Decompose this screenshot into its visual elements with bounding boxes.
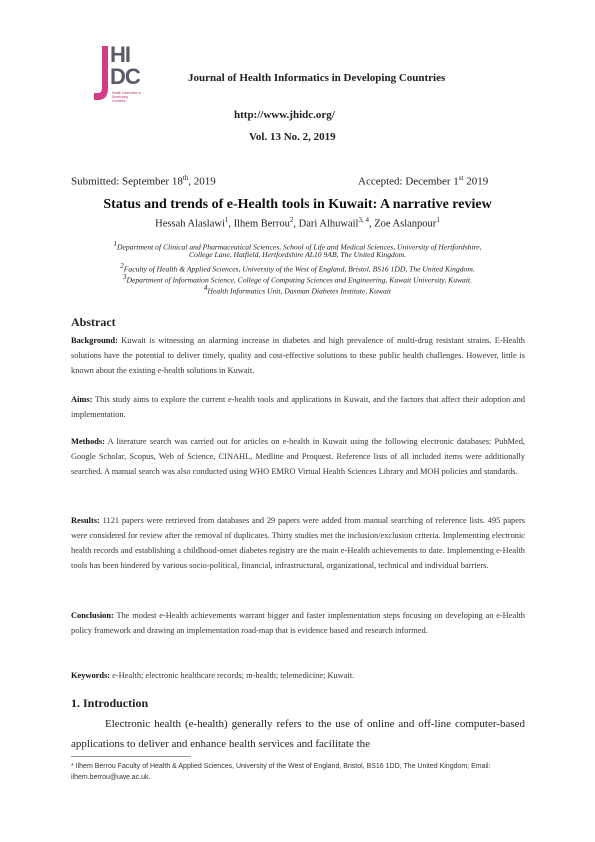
introduction-heading: 1. Introduction (71, 696, 149, 710)
section-label: Results: (71, 516, 100, 525)
accepted-year: 2019 (463, 175, 489, 188)
logo-j-mark (93, 46, 109, 102)
author-name: Zoe Aslanpour (374, 218, 437, 230)
journal-volume: Vol. 13 No. 2, 2019 (249, 131, 336, 143)
section-text: The modest e-Health achievements warrant bigger and faster implementation steps focusing on developing an e-Health policy framework and drawing an implementation road-map that is evidence based and research informed. (71, 611, 525, 635)
keywords-label: Keywords: (71, 671, 111, 680)
section-label: Aims: (71, 395, 93, 404)
affiliation-sup: 3 (123, 273, 127, 281)
logo-letters-top: HI (110, 42, 130, 67)
introduction-body: Electronic health (e-health) generally refers to the use of online and off-line computer-based applications to deliver and enhance health services and facilitate the (71, 718, 525, 750)
affiliation-text: Faculty of Health & Applied Sciences, University of the West of England, Bristol, BS16 1DD, The United Kingdom. (123, 264, 475, 274)
affiliation-text: Health Informatics Unit, Dasman Diabetes Institute, Kuwait (207, 286, 391, 296)
affiliation-sup: 2 (120, 262, 124, 270)
abstract-conclusion (71, 608, 525, 638)
author-sup: 3, 4 (358, 216, 369, 224)
accepted-label: Accepted: December 1 (358, 175, 459, 188)
journal-url[interactable]: http://www.jhidc.org/ (234, 109, 335, 121)
section-text: A literature search was carried out for articles on e-health in Kuwait using the following electronic databases: PubMed, Google Scholar, Scopus, Web of Science, CINAHL, Medline and Proquest. Reference lists of all included items were additionally searched. A manual search was also conducted using WHO EMRO Virtual Health Sciences Library and MOH policies and standards. (71, 437, 525, 476)
section-label: Background: (71, 336, 118, 345)
author-name: Dari Alhuwail (298, 218, 359, 230)
section-text: Kuwait is witnessing an alarming increase in diabetes and high prevalence of multi-drug resistant strains. E-Health solutions have the potential to deliver timely, quality and cost-effective solutions to these public health challenges. However, little is known about the existing e-health solutions in Kuwait. (71, 336, 525, 375)
abstract-aims (71, 392, 525, 422)
abstract-keywords (71, 668, 525, 683)
abstract-background (71, 333, 525, 378)
submitted-label: Submitted: September 18 (71, 175, 183, 188)
paper-title: Status and trends of e-Health tools in Kuwait: A narrative review (103, 197, 492, 212)
affiliation-text: College Lane, Hatfield, Hertfordshire AL10 9AB, The United Kingdom. (189, 250, 406, 259)
affiliation-text: Department of Information Science, College of Computing Sciences and Engineering, Kuwait University, Kuwait. (126, 275, 472, 285)
section-label: Methods: (71, 437, 105, 446)
section-text: This study aims to explore the current e-health tools and applications in Kuwait, and the factors that affect their adoption and implementation. (71, 395, 525, 419)
keywords-text: e-Health; electronic healthcare records; m-health; telemedicine; Kuwait. (110, 671, 355, 680)
submitted-year: , 2019 (188, 175, 216, 188)
abstract-results (71, 513, 525, 573)
introduction-text (71, 714, 525, 754)
affiliation-sup: 4 (203, 284, 208, 292)
abstract-heading: Abstract (71, 315, 116, 329)
footnote: * Ilhem Berrou Faculty of Health & Applied Sciences, University of the West of England, Bristol, BS16 1DD, The United Kingdom; Email: ilhem.berrou@uwe.ac.uk. (71, 763, 491, 781)
affiliation-text: Department of Clinical and Pharmaceutical Sciences, School of Life and Medical Sciences, University of Hertfordshire, (117, 242, 482, 252)
author-sup: 1 (224, 216, 229, 224)
affiliation-sup: 1 (113, 240, 117, 248)
logo-tagline: Health Informatics in Developing Countries (112, 91, 142, 103)
logo-letters-bottom: DC (110, 64, 140, 89)
author-sup: 1 (436, 216, 440, 224)
accepted-sup: st (458, 174, 464, 182)
section-label: Conclusion: (71, 611, 114, 620)
author-list: Hessah Alaslawi$^1$, Ilhem Berrou$^2$, Dari Alhuwail$^{3, 4}$, Zoe Aslanpour$^1$ (155, 216, 440, 230)
accepted-date (358, 174, 488, 188)
affiliation-line (0, 283, 595, 297)
section-text: 1121 papers were retrieved from databases and 29 papers were added from manual searching of reference lists. 495 papers were considered for review after the removal of duplicates. Thirty studies met the inclusion/exclusion criteria. Implementing electronic health records and establishing a childhood-onset diabetes registry are the main e-Health achievements to date. Implementing e-Health tools has been hindered by various socio-political, financial, infrastructural, organizational, technical and individual barriers. (71, 516, 525, 570)
author-name: Hessah Alaslawi (155, 218, 225, 230)
abstract-methods (71, 434, 525, 479)
journal-name: Journal of Health Informatics in Developing Countries (188, 72, 446, 84)
footnote-divider (71, 756, 191, 757)
author-sup: 2 (289, 216, 294, 224)
submitted-sup: th (182, 174, 189, 182)
affiliation-line (0, 250, 595, 260)
submitted-date (71, 174, 216, 188)
author-name: Ilhem Berrou (233, 218, 290, 230)
